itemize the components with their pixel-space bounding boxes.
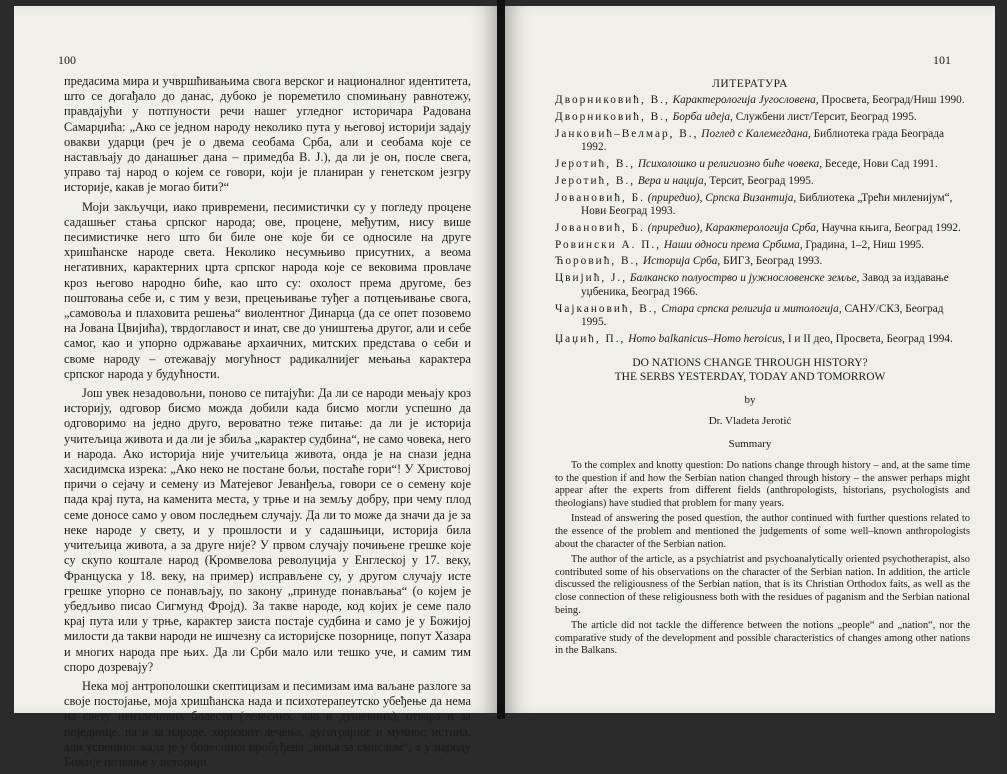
reference-item [555, 222, 967, 236]
reference-item [555, 158, 967, 172]
left-page [14, 6, 497, 769]
reference-publisher: БИГЗ, Београд 1993. [723, 255, 823, 268]
reference-item [555, 272, 967, 299]
summary-paragraph: The article did not tackle the difference between the notions „people“ and „nation“, nor the comparative study of the development and possible characteristics of changes among other nations in the Balkans. [555, 620, 970, 657]
reference-title: Психолошко и религиозно биће човека, [637, 157, 823, 170]
reference-publisher: Научна књига, Београд 1992. [821, 221, 961, 234]
paragraph: предасима мира и учвршћивањима свога верског и националног идентитета, што се догађало до данас, дубоко је пореметило спомињану равнотежу, правдајући у потпуности речи нашег угледног историчара Радована Самарџића: „Ако се једном народу неколико пута у његовој историји задају овакви ударци (реч је о двема сеобама Срба, али и сеобама које се настављају до данашњег дана – примедба В. Ј.), да ли је он, после свега, управо тај народ о којем се говори, који је планиран у генетском језгру историје, какав је могао бити?“ [64, 74, 471, 195]
reference-item [555, 111, 967, 125]
author-name: Dr. Vladeta Jerotić [708, 415, 792, 427]
reference-author: Чајкановић, В., [555, 302, 659, 315]
english-title-line: DO NATIONS CHANGE THROUGH HISTORY? [632, 357, 868, 369]
reference-title: Балканско полуострво и јужнословенске земље, [629, 272, 860, 285]
literature-heading: ЛИТЕРАТУРА [712, 78, 788, 90]
english-title-line: THE SERBS YESTERDAY, TODAY AND TOMORROW [614, 371, 886, 383]
reference-list [555, 94, 967, 350]
reference-title: Историја Срба, [643, 255, 721, 268]
reference-title: Homo balkanicus–Homo heroicus, [628, 332, 785, 345]
page-number-left: 100 [58, 53, 76, 67]
reference-author: Јовановић, Б. [555, 221, 645, 234]
reference-item [555, 239, 967, 253]
reference-item [555, 333, 967, 347]
reference-author: Ровински А. П., [555, 238, 662, 251]
reference-author: Џаџић, П., [555, 332, 626, 345]
reference-publisher: Завод за издавање уџбеника, Београд 1966. [581, 272, 949, 298]
reference-publisher: Службени лист/Терсит, Београд 1995. [735, 110, 917, 123]
summary-heading: Summary [728, 438, 772, 450]
reference-publisher: Терсит, Београд 1995. [709, 174, 814, 187]
reference-item [555, 192, 967, 219]
book-gutter [497, 0, 505, 719]
summary-body [555, 460, 970, 661]
right-page [505, 6, 995, 713]
reference-publisher: I и II део, Просвета, Београд 1994. [787, 332, 953, 345]
reference-author: Цвијић, Ј., [555, 272, 628, 285]
reference-title: (приредио), Карактерологија Срба, [647, 221, 819, 234]
left-page-body [64, 74, 471, 774]
reference-author: Ћоровић, В., [555, 255, 641, 268]
summary-paragraph: Instead of answering the posed question, the author continued with further questions related to the essence of the problem and mentioned the judgements of some well–known anthropologists about the character of the Serbian nation. [555, 513, 970, 550]
paragraph: Нека мој антрополошки скептицизам и песимизам има ваљане разлоге за своје постојање, моја хришћанска нада и психотерапеутско убеђење да нема на свету неизлечивих болести (телесних, као и душевних), отвара и за појединце, па и за народе, хоризонт лечења, дуготрајног и мучног, истина, али успешног када је у болесника пробуђена „воља за смислом“, а у народу Божије позвање у историји. [64, 678, 471, 769]
summary-paragraph: The author of the article, as a psychiatrist and psychoanalytically oriented psychotherapist, also contributed some of his observations on the character of the Serbian nation. In addition, the article discussed the religiousness of the Serbian nation, that is its Christian Orthodox faits, as well as the close connection of these religiousness both with the residues of paganism and the Serbian national being. [555, 554, 970, 616]
reference-title: Борба идеја, [672, 110, 733, 123]
reference-item [555, 175, 967, 189]
paragraph: Још увек незадовољни, поново се питајући: Да ли се народи мењају кроз историју, одговор бисмо можда добили када бисмо могли успешно да одговоримо на једно друго, вероватно теже питање: да ли је историја учитељица живота и да ли је збиља „карактер судбина“, не само човека, него и народа. Ако историја није учитељица живота, онда је на снази једна хасидимска изрека: „Ако неко не постане бољи, постаће гори“! У Христовој причи о сејачу и семену из Матејевог Јеванђеља, говори се о семену које пада крај пута, на каменита места, у трње и на земљу добру, при чему плод семе доносе само у овом последњем случају. Да ли то може да значи да је за неке народе у свету, и у прошлости и у садашњици, историја била учитељица живота, а за друге није? У првом случају почињене грешке које су скупо коштале народ (Кромвелова револуција у Енглеској у 17. веку, Француска у 18. веку, на пример) исправљене су, у другом случају исте грешке упорно се понављају, по закону „принуде понављања“ (о којем је убедљиво писао Сигмунд Фројд). За такве народе, код којих је семе пало крај пута или у трње, карактер заиста постаје судбина и само је у Божијој милости да такви народи не ишчезну са историјске позорнице, попут Хазара и многих народа пре њих. Да ли Срби мало или тешко уче, и самим тим споро дозревају? [64, 386, 471, 674]
reference-author: Јеротић, В., [555, 174, 636, 187]
reference-author: Јовановић, Б. [555, 191, 645, 204]
reference-author: Јанковић–Велмар, В., [555, 127, 699, 140]
summary-paragraph: To the complex and knotty question: Do nations change through history – and, at the same time to the question if and how the Serbian nation changed through history – the answer perhaps might appear after the experts from different fields (anthropologists, historians, psychologists and theologians) have studied that problem for many years. [555, 460, 970, 509]
reference-publisher: Беседе, Нови Сад 1991. [824, 157, 938, 170]
reference-title: Поглед с Калемегдана, [701, 127, 811, 140]
reference-item [555, 128, 967, 155]
reference-title: Наши односи према Србима, [663, 238, 803, 251]
reference-publisher: Просвета, Београд/Ниш 1990. [821, 94, 965, 106]
reference-title: Вера и нација, [637, 174, 707, 187]
page-number-right: 101 [933, 53, 951, 67]
reference-item [555, 255, 967, 269]
reference-title: (приредио), Српска Византија, [647, 191, 797, 204]
reference-author: Дворниковић, В., [555, 94, 670, 106]
reference-author: Дворниковић, В., [555, 110, 670, 123]
paragraph: Моји закључци, иако привремени, песимистички су у погледу процене садашњег стања српског народа; ове, процене, међутим, нису више песимистичке него што би биле оне које би се односиле на друге хришћанске народе света. Неколико несумњиво присутних, а веома негативних, карактерних црта српског народа које се вековима провлаче кроз његово народно биће, као што су: охолост према другоме, без поштовања себе и, с тим у вези, прецењивање туђег а потцењивање свога, „самовоља и плаховита решења“ виолентног Динарца (да се опет позовемо на Јована Цвијића), тврдоглавост и инат, све до уништења другог, али и себе самог, као и упорно одржавање архаичних, митских представа о себи и своме народу – отежавају могућност радикалнијег мењања карактера српског народа у будућности. [64, 199, 471, 381]
reference-publisher: САНУ/СКЗ, Београд 1995. [581, 302, 944, 329]
reference-author: Јеротић, В., [555, 157, 636, 170]
english-title [505, 356, 995, 384]
reference-item [555, 94, 967, 108]
reference-publisher: Градина, 1–2, Ниш 1995. [805, 238, 925, 251]
byline-by: by [744, 394, 756, 406]
reference-title: Стара српска религија и митологија, [661, 302, 842, 315]
reference-item [555, 303, 967, 330]
reference-publisher: Библиотека града Београда 1992. [581, 127, 945, 154]
reference-publisher: Библиотека „Трећи миленијум“, Нови Београд 1993. [581, 191, 953, 218]
reference-title: Карактерологија Југословена, [672, 94, 819, 106]
